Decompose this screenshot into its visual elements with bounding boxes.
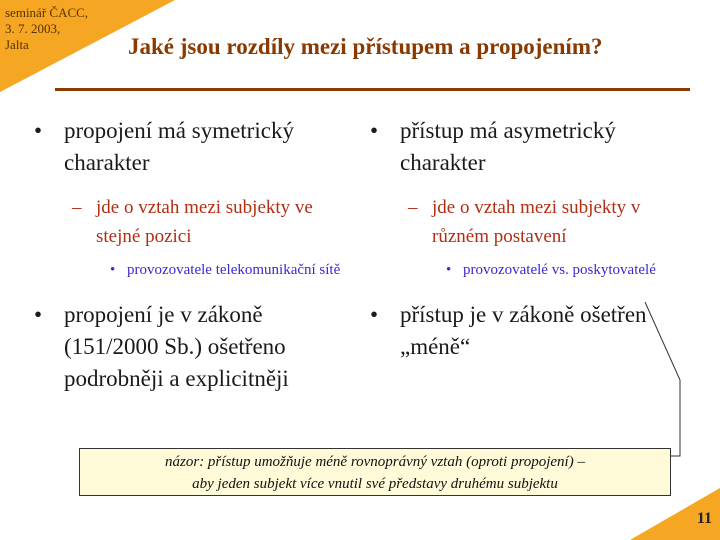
sub-bullet-text: jde o vztah mezi subjekty ve stejné pozici	[96, 197, 313, 247]
bullet-marker: •	[370, 302, 379, 327]
bullet-marker: •	[370, 118, 379, 143]
seminar-line: Jalta	[5, 37, 29, 52]
opinion-note-box	[79, 448, 671, 496]
callout-line	[645, 302, 680, 456]
bullet-text: propojení je v zákoně (151/2000 Sb.) ošetřeno podrobněji a explicitněji	[64, 302, 289, 391]
bullet-marker: •	[34, 302, 43, 327]
note-line: názor: přístup umožňuje méně rovnoprávný vztah (oproti propojení) –	[165, 454, 585, 470]
bullet-text: přístup je v zákoně ošetřen „méně“	[400, 302, 647, 359]
bullet-marker: •	[34, 118, 43, 143]
dash-marker: –	[72, 197, 82, 218]
seminar-line: 3. 7. 2003,	[5, 21, 61, 36]
bullet-text: přístup má asymetrický charakter	[400, 118, 616, 175]
bullet-marker: •	[446, 262, 452, 278]
dash-marker: –	[408, 197, 418, 218]
subsub-bullet-text: provozovatele telekomunikační sítě	[127, 262, 341, 278]
seminar-line: seminář ČACC,	[5, 5, 89, 20]
slide-title: Jaké jsou rozdíly mezi přístupem a propojením?	[128, 34, 603, 59]
subsub-bullet-text: provozovatelé vs. poskytovatelé	[463, 262, 656, 278]
sub-bullet-text: jde o vztah mezi subjekty v různém postavení	[432, 197, 641, 247]
bullet-marker: •	[110, 262, 116, 278]
note-line: aby jeden subjekt více vnutil své představy druhému subjektu	[192, 476, 558, 492]
bullet-text: propojení má symetrický charakter	[64, 118, 294, 175]
page-number: 11	[696, 510, 712, 527]
